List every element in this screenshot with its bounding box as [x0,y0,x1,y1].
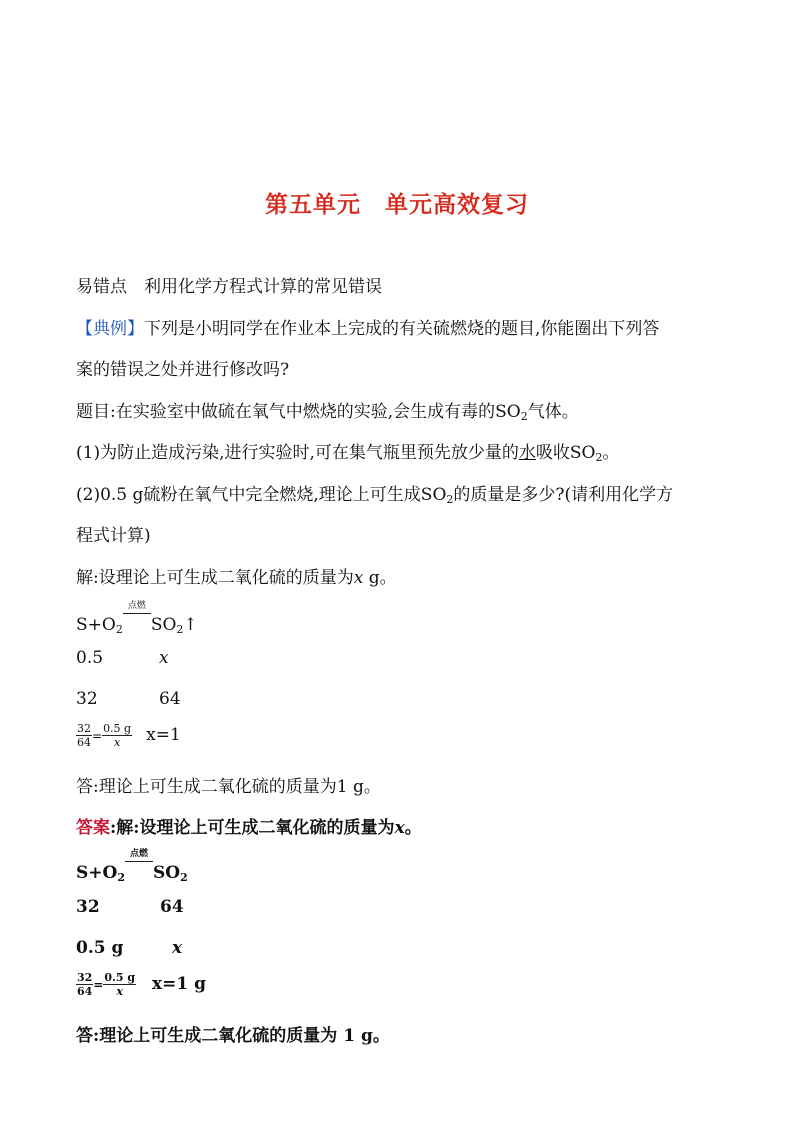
fraction [102,722,132,749]
answer-colon: : [110,818,117,838]
row-value: 32 [76,897,100,917]
answer-set-end: 。 [404,818,422,838]
q2-end: 的质量是多少?(请利用化学方 [453,485,674,505]
denominator: x [113,736,121,749]
q2-text: (2)0.5 g硫粉在氧气中完全燃烧,理论上可生成SO [76,485,447,505]
condition-text: 点燃 [127,601,146,611]
student-set-var: x [353,568,364,588]
student-equation [76,601,198,636]
answer-row-2 [76,938,182,958]
numerator: 32 [77,722,91,735]
row-value: 64 [160,897,184,917]
q1-mid: 吸收SO [535,443,596,463]
example-line-1 [76,314,659,339]
reaction-condition [123,601,151,632]
student-conclusion: 答:理论上可生成二氧化硫的质量为1 g。 [76,777,381,797]
subscript: 2 [446,493,454,506]
answer-label: 答案 [76,818,110,838]
question-1 [76,438,619,464]
eq-left: S+O [76,615,116,635]
row-value: 32 [76,689,98,709]
reaction-condition [125,849,153,880]
student-set-unit: g。 [363,568,397,588]
answer-set-line [76,813,422,838]
equals-sign: = [93,978,104,992]
q1-end: 。 [602,443,620,463]
question-2-cont: 程式计算) [76,526,151,546]
question-2 [76,480,673,506]
student-result: x=1 [146,725,181,745]
fraction [76,971,93,998]
section-heading: 易错点 利用化学方程式计算的常见错误 [76,277,382,297]
subscript: 2 [176,623,184,636]
subscript: 2 [595,451,603,464]
row-value: 64 [159,689,181,709]
answer-ratio [76,971,206,998]
problem-stem-end: 气体。 [527,402,579,422]
q1-underlined: 水 [518,443,536,463]
problem-stem-text: 题目:在实验室中做硫在氧气中燃烧的实验,会生成有毒的SO [76,402,521,422]
numerator: 32 [77,971,93,984]
row-value: 0.5 g [76,938,124,958]
eq-right: SO [153,863,181,883]
denominator: x [116,985,123,998]
example-line-2: 案的错误之处并进行修改吗? [76,360,290,380]
page-title: 第五单元 单元高效复习 [265,192,529,218]
student-row-2 [76,689,181,709]
q1-text: (1)为防止造成污染,进行实验时,可在集气瓶里预先放少量的 [76,443,519,463]
student-set-line [76,563,397,588]
fraction [76,722,92,749]
problem-stem [76,397,579,423]
answer-result: x=1 g [152,974,207,994]
row-value: 0.5 [76,648,104,668]
example-tag: 【典例】 [76,319,144,339]
answer-row-1 [76,897,184,917]
student-set-text: 解:设理论上可生成二氧化硫的质量为 [76,568,354,588]
numerator: 0.5 g [104,971,136,984]
row-value: x [172,938,183,958]
subscript: 2 [520,410,528,423]
denominator: 64 [77,736,91,749]
denominator: 64 [77,985,93,998]
row-value: x [159,648,169,668]
student-row-1 [76,648,169,668]
eq-right: SO [150,615,177,635]
subscript: 2 [115,623,123,636]
answer-conclusion: 答:理论上可生成二氧化硫的质量为 1 g。 [76,1026,390,1046]
student-ratio [76,722,181,749]
gas-arrow: ↑ [183,615,198,635]
numerator: 0.5 g [103,722,132,735]
answer-set-var: x [394,818,405,838]
condition-text: 点燃 [129,849,148,859]
eq-left: S+O [76,863,118,883]
example-text-1: 下列是小明同学在作业本上完成的有关硫燃烧的题目,你能圈出下列答 [144,319,660,339]
answer-equation [76,849,188,884]
reaction-bar [123,613,151,614]
subscript: 2 [117,871,125,884]
equals-sign: = [92,729,103,743]
subscript: 2 [180,871,188,884]
fraction [103,971,136,998]
answer-set-text: 解:设理论上可生成二氧化硫的质量为 [116,818,395,838]
reaction-bar [125,861,153,862]
